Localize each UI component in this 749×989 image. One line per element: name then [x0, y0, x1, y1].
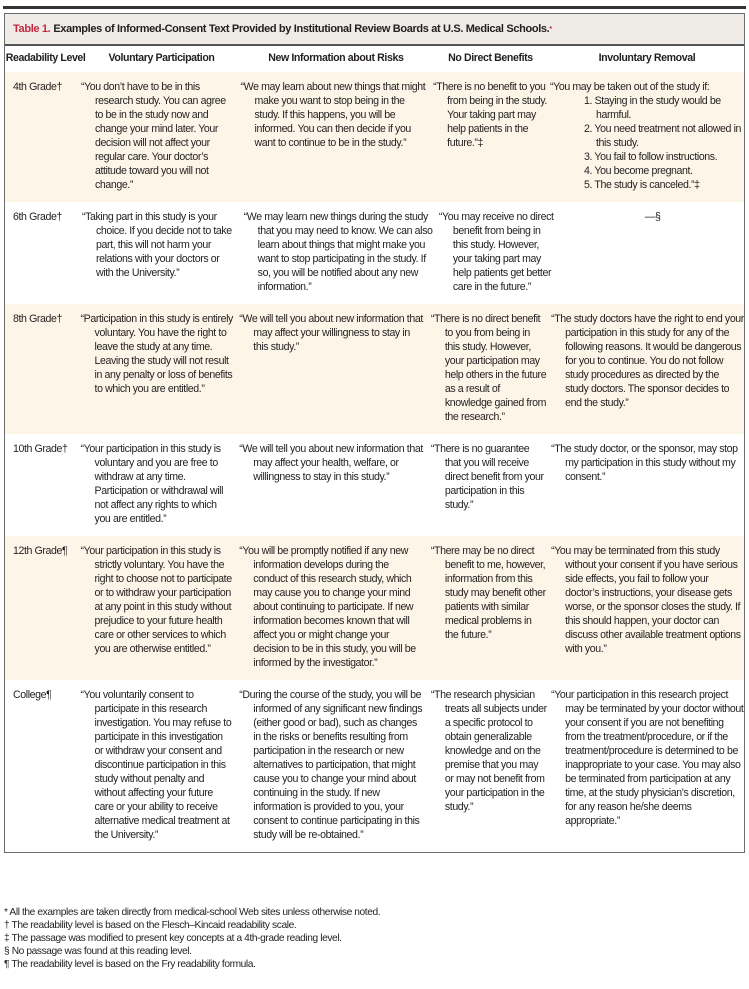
cell-voluntary: “Participation in this study is entirely voluntary. You have the right to leave the study at any time. Leaving the study will not result in any penalty or loss of benefits to which you are entitled.”	[80, 313, 233, 395]
cell-risks: “During the course of the study, you will be informed of any significant new findings (either good or bad), such as changes in the risks or benefits resulting from participation in the research or new alternatives to participation, that might cause you to change your mind about continuing in the study. If new information is provided to you, your consent to continue participating in this study will be re-obtained.”	[239, 689, 423, 841]
removal-item: 3. You fail to follow instructions.	[584, 151, 718, 163]
removal-item: 1. Staying in the study would be harmful.	[584, 95, 721, 121]
footnote: § No passage was found at this reading level.	[4, 946, 192, 957]
table-1	[4, 13, 745, 853]
cell-benefits: “You may receive no direct benefit from being in this study. However, your taking part may help patients get better care in the future.”	[438, 211, 554, 293]
table-row	[5, 434, 744, 536]
removal-intro: “You may be taken out of the study if:	[550, 81, 710, 93]
header-readability: Readability Level	[5, 52, 86, 64]
cell-risks: “We may learn about new things that might make you want to stop being in the study. If this happens, you will be informed. You can then decide if you want to continue to be in the study.”	[240, 81, 426, 149]
cell-level: College¶	[13, 689, 52, 701]
cell-benefits: “There is no guarantee that you will receive direct benefit from your participation in this study.”	[430, 443, 544, 511]
table-row	[5, 680, 744, 852]
title-footnote-mark: *	[549, 25, 552, 33]
cell-benefits: “There is no benefit to you from being in the study. Your taking part may help patients in the future.”‡	[433, 81, 547, 149]
top-rule	[3, 6, 746, 9]
cell-benefits: “There is no direct benefit to you from being in this study. However, your participation may help others in the future as a result of knowledge gained from the research.”	[430, 313, 547, 423]
header-voluntary: Voluntary Participation	[108, 52, 215, 64]
cell-risks: “We may learn new things during the study that you may need to know. We can also learn about things that might make you want to stop participating in the study. If so, you will be notified about any new information.”	[243, 211, 433, 293]
table-row	[5, 536, 744, 680]
cell-risks: “You will be promptly notified if any new information develops during the conduct of this research study, which may cause you to change your mind about continuing to participate. If new information becomes known that will affect you or might change your decision to be in this study, you will be informed by the investigator.”	[239, 545, 416, 669]
footnote: * All the examples are taken directly from medical-school Web sites unless otherwise noted.	[4, 907, 381, 918]
header-benefits: No Direct Benefits	[448, 52, 533, 64]
cell-level: 6th Grade†	[13, 211, 63, 223]
cell-removal: “Your participation in this research project may be terminated by your doctor without your consent if you are not benefiting from the treatment/procedure, or if the treatment/procedure is determined to be inappropriate to your case. You may also be terminated from participation at any time, at the study physician’s discretion, for any reason he/she deems appropriate.”	[551, 689, 744, 827]
header-row	[5, 46, 744, 72]
cell-voluntary: “You don’t have to be in this research study. You can agree to be in the study now and change your mind later. Your decision will not affect your regular care. Your doctor’s attitude toward you will not change.”	[80, 81, 226, 191]
cell-level: 10th Grade†	[13, 443, 68, 455]
footnote: ¶ The readability level is based on the Fry readability formula.	[4, 959, 256, 970]
table-label: Table 1.	[13, 23, 51, 35]
footnote: ‡ The passage was modified to present key concepts at a 4th-grade reading level.	[4, 933, 342, 944]
cell-level: 4th Grade†	[13, 81, 63, 93]
footnote: † The readability level is based on the Flesch–Kincaid readability scale.	[4, 920, 297, 931]
cell-removal	[550, 80, 744, 192]
removal-item: 2. You need treatment not allowed in this study.	[584, 123, 742, 149]
cell-voluntary: “Your participation in this study is voluntary and you are free to withdraw at any time. Participation or withdrawal will not affect any rights to which you are entitled.”	[80, 443, 224, 525]
cell-benefits: “The research physician treats all subjects under a specific protocol to obtain generalizable knowledge and on the premise that you may or may not benefit from your participation in the study.”	[430, 689, 547, 813]
cell-removal: “The study doctor, or the sponsor, may stop my participation in this study without my consent.”	[551, 443, 738, 483]
cell-risks: “We will tell you about new information that may affect your willingness to stay in this study.”	[239, 313, 423, 353]
cell-removal: “You may be terminated from this study without your consent if you have serious side effects, you fail to follow your doctor’s instructions, your disease gets worse, or the sponsor closes the study. If this should happen, your doctor can discuss other available treatment options with you.”	[551, 545, 741, 655]
table-row	[5, 72, 744, 202]
cell-voluntary: “Your participation in this study is strictly voluntary. You have the right to choose not to participate or to withdraw your participation at any point in this study without prejudice to your future health care or other services to which you are otherwise entitled.”	[80, 545, 232, 655]
cell-voluntary: “Taking part in this study is your choice. If you decide not to take part, this will not harm your relations with your doctors or with the University.”	[81, 211, 232, 279]
cell-risks: “We will tell you about new information that may affect your health, welfare, or willingness to stay in this study.”	[239, 443, 423, 483]
footnotes	[4, 906, 380, 971]
cell-level: 8th Grade†	[13, 313, 63, 325]
header-risks: New Information about Risks	[268, 52, 404, 64]
header-removal: Involuntary Removal	[598, 52, 696, 64]
table-title-text: Examples of Informed-Consent Text Provided by Institutional Review Boards at U.S. Medical Schools.	[53, 23, 550, 35]
removal-item: 5. The study is canceled.”‡	[584, 179, 700, 191]
cell-voluntary: “You voluntarily consent to participate in this research investigation. You may refuse to participate in this investigation or withdraw your consent and discontinue participation in this study without penalty and without affecting your future care or your ability to receive alternative medical treatment at the University.”	[80, 689, 232, 841]
removal-item: 4. You become pregnant.	[584, 165, 693, 177]
table-title	[5, 14, 744, 46]
cell-level: 12th Grade¶	[13, 545, 68, 557]
table-row	[5, 202, 744, 304]
table-row	[5, 304, 744, 434]
cell-removal: —§	[644, 211, 661, 223]
cell-removal: “The study doctors have the right to end your participation in this study for any of the following reasons. It would be dangerous for you to continue. You do not follow study procedures as directed by the study doctors. The sponsor decides to end the study.”	[551, 313, 744, 409]
cell-benefits: “There may be no direct benefit to me, however, information from this study may benefit other patients with similar medical problems in the future.”	[430, 545, 546, 641]
